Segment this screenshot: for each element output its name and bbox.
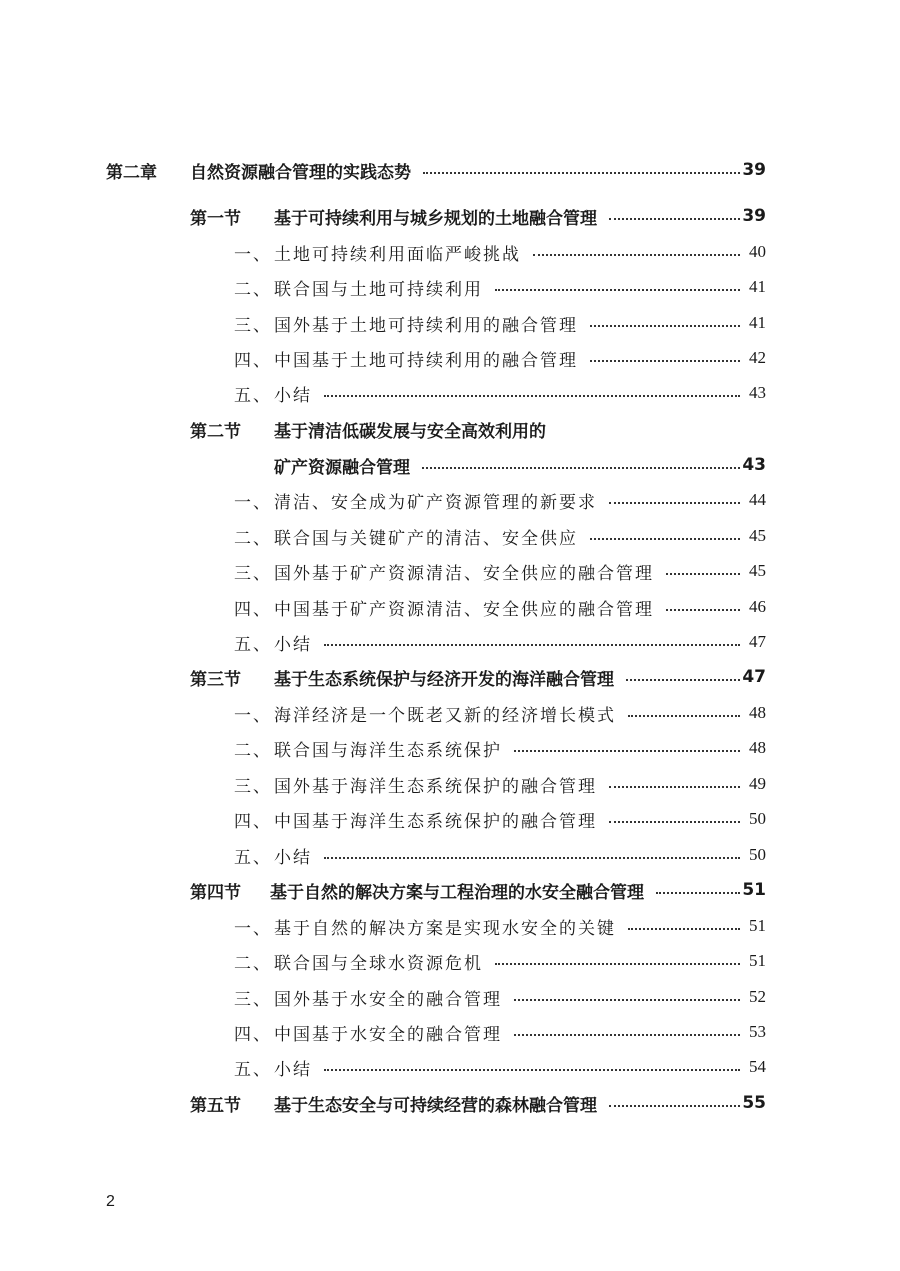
item-title: 土地可持续利用面临严峻挑战 [274,244,521,265]
item-page: 41 [749,277,766,296]
item-label: 三、 [234,989,272,1010]
leader-dots [495,959,740,965]
leader-dots [666,569,740,575]
leader-dots [590,356,740,362]
item-page: 45 [749,526,766,545]
item-page: 43 [749,383,766,402]
toc-item[interactable] [0,378,900,408]
toc-section-3[interactable] [0,662,900,692]
toc-item[interactable] [0,308,900,338]
leader-dots [514,746,740,752]
section-label: 第二节 [190,421,241,442]
section-page: 47 [742,667,766,687]
item-label: 五、 [234,634,272,655]
toc-item[interactable] [0,556,900,586]
section-page: 43 [742,455,766,475]
item-title: 国外基于水安全的融合管理 [274,989,502,1010]
item-title: 联合国与海洋生态系统保护 [274,740,502,761]
toc-item[interactable] [0,1017,900,1047]
section-title: 基于生态安全与可持续经营的森林融合管理 [274,1095,597,1116]
toc-item[interactable] [0,769,900,799]
item-title: 海洋经济是一个既老又新的经济增长模式 [274,705,616,726]
leader-dots [609,214,740,220]
item-page: 50 [749,809,766,828]
section-label: 第四节 [190,882,241,903]
item-title: 国外基于矿产资源清洁、安全供应的融合管理 [274,563,654,584]
leader-dots [609,1101,740,1107]
leader-dots [666,605,740,611]
item-page: 51 [749,916,766,935]
item-page: 45 [749,561,766,580]
leader-dots [628,924,740,930]
leader-dots [495,285,740,291]
item-title: 国外基于土地可持续利用的融合管理 [274,315,578,336]
toc-item[interactable] [0,982,900,1012]
leader-dots [324,1065,740,1071]
item-page: 50 [749,845,766,864]
item-label: 五、 [234,385,272,406]
leader-dots [422,463,740,469]
section-page: 51 [742,880,766,900]
item-page: 41 [749,313,766,332]
toc-section-2-cont[interactable] [0,450,900,480]
item-title: 联合国与全球水资源危机 [274,953,483,974]
item-page: 48 [749,738,766,757]
item-label: 一、 [234,492,272,513]
toc-item[interactable] [0,237,900,267]
leader-dots [514,1030,740,1036]
toc-item[interactable] [0,272,900,302]
leader-dots [590,534,740,540]
item-label: 三、 [234,563,272,584]
leader-dots [656,888,740,894]
leader-dots [626,675,740,681]
item-page: 48 [749,703,766,722]
toc-chapter[interactable] [0,155,900,185]
section-page: 55 [742,1093,766,1113]
item-title: 小结 [274,1059,312,1080]
item-label: 四、 [234,811,272,832]
item-title: 国外基于海洋生态系统保护的融合管理 [274,776,597,797]
toc-section-2[interactable] [0,414,900,444]
item-page: 47 [749,632,766,651]
item-title: 联合国与土地可持续利用 [274,279,483,300]
item-label: 二、 [234,279,272,300]
section-title: 基于清洁低碳发展与安全高效利用的 [274,421,546,442]
section-page: 39 [742,206,766,226]
item-title: 中国基于水安全的融合管理 [274,1024,502,1045]
leader-dots [609,817,740,823]
item-page: 40 [749,242,766,261]
toc-item[interactable] [0,1052,900,1082]
item-label: 四、 [234,1024,272,1045]
leader-dots [324,640,740,646]
item-title: 中国基于海洋生态系统保护的融合管理 [274,811,597,832]
item-page: 46 [749,597,766,616]
item-label: 四、 [234,599,272,620]
leader-dots [514,995,740,1001]
chapter-page: 39 [742,160,766,180]
toc-item[interactable] [0,911,900,941]
item-label: 二、 [234,953,272,974]
item-label: 一、 [234,705,272,726]
item-title: 小结 [274,385,312,406]
leader-dots [609,498,740,504]
item-label: 三、 [234,776,272,797]
toc-item[interactable] [0,343,900,373]
toc-item[interactable] [0,485,900,515]
section-label: 第五节 [190,1095,241,1116]
section-title: 基于生态系统保护与经济开发的海洋融合管理 [274,669,614,690]
item-title: 小结 [274,847,312,868]
toc-item[interactable] [0,627,900,657]
item-page: 44 [749,490,766,509]
item-label: 五、 [234,1059,272,1080]
section-label: 第一节 [190,208,241,229]
chapter-title: 自然资源融合管理的实践态势 [190,162,411,183]
item-title: 中国基于矿产资源清洁、安全供应的融合管理 [274,599,654,620]
item-page: 51 [749,951,766,970]
item-title: 小结 [274,634,312,655]
leader-dots [324,853,740,859]
item-page: 42 [749,348,766,367]
chapter-label: 第二章 [106,162,157,183]
toc-item[interactable] [0,592,900,622]
toc-item[interactable] [0,698,900,728]
item-label: 一、 [234,244,272,265]
section-title: 基于自然的解决方案与工程治理的水安全融合管理 [270,882,644,903]
toc-section-4[interactable] [0,875,900,905]
leader-dots [590,321,740,327]
toc-item[interactable] [0,946,900,976]
item-page: 54 [749,1057,766,1076]
item-page: 53 [749,1022,766,1041]
item-label: 二、 [234,528,272,549]
item-label: 三、 [234,315,272,336]
item-page: 52 [749,987,766,1006]
item-title: 基于自然的解决方案是实现水安全的关键 [274,918,616,939]
leader-dots [533,250,740,256]
item-title: 联合国与关键矿产的清洁、安全供应 [274,528,578,549]
toc-section-5[interactable] [0,1088,900,1118]
item-label: 五、 [234,847,272,868]
toc-item[interactable] [0,521,900,551]
toc-item[interactable] [0,804,900,834]
section-title: 基于可持续利用与城乡规划的土地融合管理 [274,208,597,229]
leader-dots [423,168,740,174]
toc-item[interactable] [0,840,900,870]
toc-section-1[interactable] [0,201,900,231]
item-label: 四、 [234,350,272,371]
item-page: 49 [749,774,766,793]
item-label: 一、 [234,918,272,939]
leader-dots [628,711,740,717]
page-number: 2 [106,1193,115,1210]
toc-item[interactable] [0,733,900,763]
section-label: 第三节 [190,669,241,690]
leader-dots [609,782,740,788]
section-title-cont: 矿产资源融合管理 [274,457,410,478]
item-title: 中国基于土地可持续利用的融合管理 [274,350,578,371]
leader-dots [324,391,740,397]
item-label: 二、 [234,740,272,761]
item-title: 清洁、安全成为矿产资源管理的新要求 [274,492,597,513]
